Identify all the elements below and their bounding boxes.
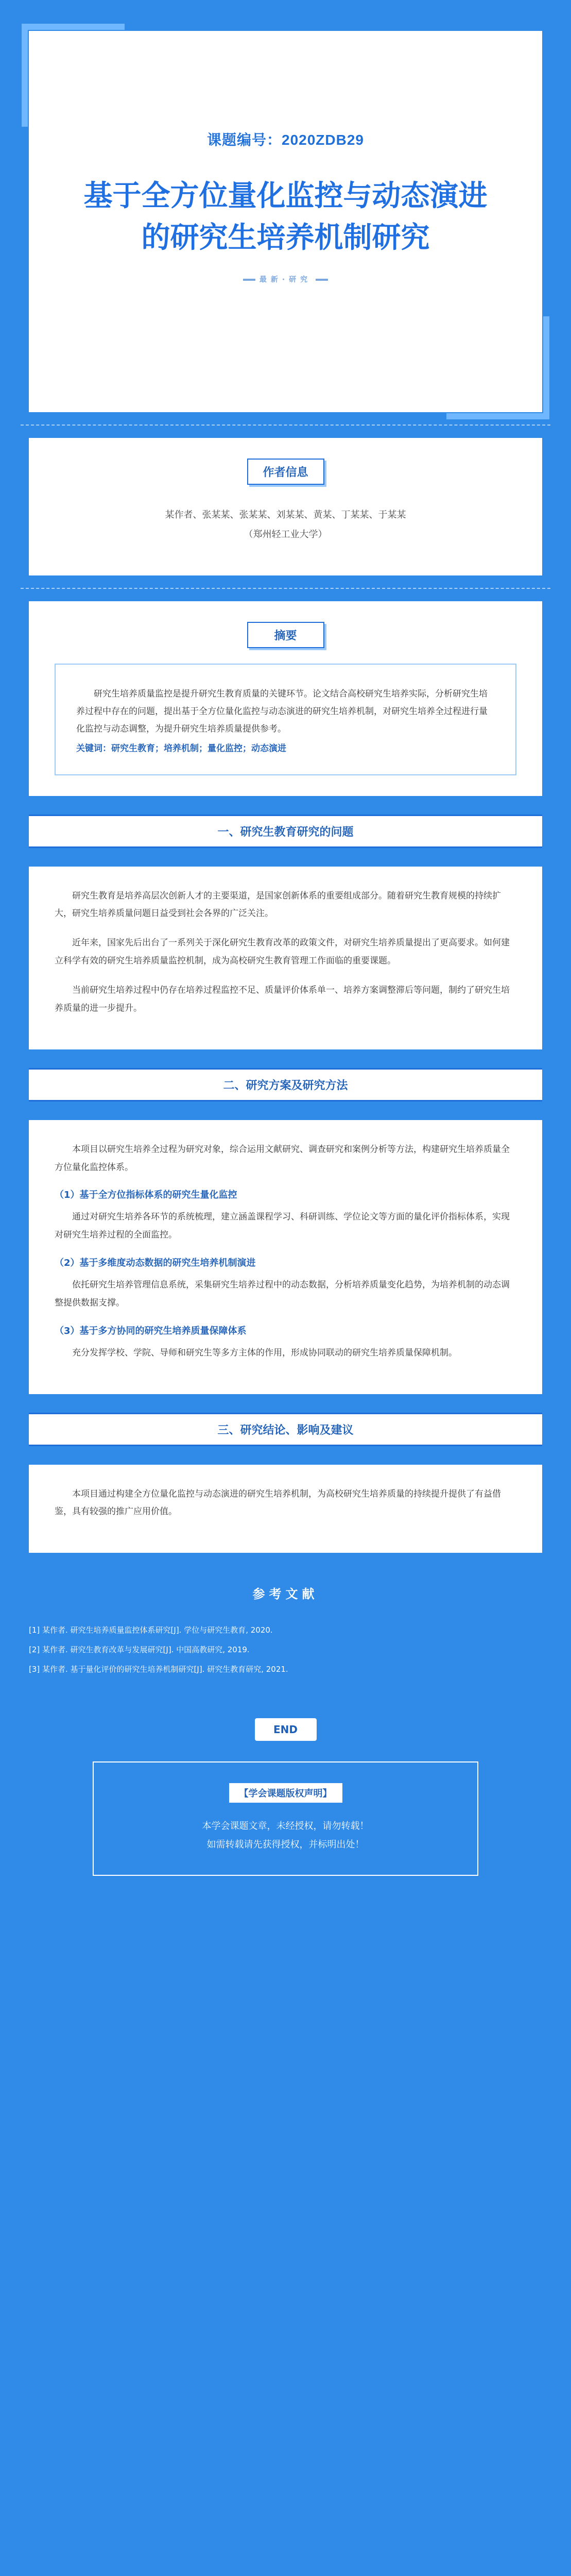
divider bbox=[21, 412, 550, 438]
project-number: 课题编号：2020ZDB29 bbox=[207, 132, 364, 148]
abstract-text: 研究生培养质量监控是提升研究生教育质量的关键环节。论文结合高校研究生培养实际，分析研究生培养过程中存在的问题，提出基于全方位量化监控与动态演进的研究生培养机制，对研究生培养全过程进行量化监控与动态调整，为提升研究生培养质量提供参考。 bbox=[76, 688, 488, 734]
section-1-body bbox=[29, 867, 542, 1049]
subheading: （3）基于多方协同的研究生培养质量保障体系 bbox=[55, 1325, 247, 1336]
section-2-body bbox=[29, 1120, 542, 1394]
statement-line: 如需转载请先获得授权，并标明出处！ bbox=[206, 1839, 365, 1851]
author-names: 某作者、张某某、张某某、刘某某、黄某、丁某某、于某某 bbox=[165, 510, 406, 520]
subheading: （1）基于全方位指标体系的研究生量化监控 bbox=[55, 1190, 237, 1201]
paragraph: 研究生教育是培养高层次创新人才的主要渠道，是国家创新体系的重要组成部分。随着研究生教育规模的持续扩大，研究生培养质量问题日益受到社会各界的广泛关注。 bbox=[55, 890, 501, 919]
paragraph: 本项目以研究生培养全过程为研究对象，综合运用文献研究、调查研究和案例分析等方法，构建研究生培养质量全方位量化监控体系。 bbox=[55, 1144, 510, 1173]
paragraph: 通过对研究生培养各环节的系统梳理，建立涵盖课程学习、科研训练、学位论文等方面的量化评价指标体系，实现对研究生培养过程的全面监控。 bbox=[55, 1212, 510, 1241]
page-title: 基于全方位量化监控与动态演进的研究生培养机制研究 bbox=[83, 179, 488, 255]
cover-card bbox=[29, 31, 542, 412]
end-badge: END bbox=[255, 1718, 317, 1741]
statement-line: 本学会课题文章，未经授权，请勿转载！ bbox=[202, 1821, 369, 1832]
divider bbox=[21, 575, 550, 601]
abstract-card bbox=[29, 601, 542, 796]
paragraph: 充分发挥学校、学院、导师和研究生等多方主体的作用，形成协同联动的研究生培养质量保障机制。 bbox=[72, 1347, 457, 1358]
statement-heading: 【学会课题版权声明】 bbox=[229, 1783, 342, 1803]
references-list bbox=[29, 1622, 542, 1677]
dash-decoration bbox=[316, 279, 328, 281]
reference-item: [1] 某作者. 研究生培养质量监控体系研究[J]. 学位与研究生教育, 2020. bbox=[29, 1625, 273, 1635]
author-affiliation: （郑州轻工业大学） bbox=[244, 529, 327, 540]
page bbox=[0, 31, 571, 1896]
reference-item: [2] 某作者. 研究生教育改革与发展研究[J]. 中国高教研究, 2019. bbox=[29, 1645, 250, 1655]
reference-item: [3] 某作者. 基于量化评价的研究生培养机制研究[J]. 研究生教育研究, 2021. bbox=[29, 1665, 288, 1674]
subtitle-text: 最新·研究 bbox=[259, 276, 312, 284]
author-card bbox=[29, 438, 542, 575]
author-tag: 作者信息 bbox=[247, 459, 324, 485]
corner-decoration bbox=[22, 24, 125, 127]
abstract-tag: 摘要 bbox=[247, 622, 324, 648]
section-3-body bbox=[29, 1465, 542, 1553]
author-list bbox=[55, 500, 516, 555]
copyright-statement bbox=[93, 1761, 478, 1876]
paragraph: 本项目通过构建全方位量化监控与动态演进的研究生培养机制，为高校研究生培养质量的持续提升提供了有益借鉴，具有较强的推广应用价值。 bbox=[55, 1488, 501, 1517]
section-heading-2: 二、研究方案及研究方法 bbox=[29, 1068, 542, 1101]
paragraph: 近年来，国家先后出台了一系列关于深化研究生教育改革的政策文件，对研究生培养质量提出了更高要求。如何建立科学有效的研究生培养质量监控机制，成为高校研究生教育管理工作面临的重要课题。 bbox=[55, 938, 510, 967]
corner-decoration bbox=[446, 316, 549, 419]
section-heading-3: 三、研究结论、影响及建议 bbox=[29, 1413, 542, 1446]
dash-decoration bbox=[243, 279, 255, 281]
paragraph: 当前研究生培养过程中仍存在培养过程监控不足、质量评价体系单一、培养方案调整滞后等问题，制约了研究生培养质量的进一步提升。 bbox=[55, 985, 510, 1013]
subheading: （2）基于多维度动态数据的研究生培养机制演进 bbox=[55, 1258, 256, 1269]
section-heading-1: 一、研究生教育研究的问题 bbox=[29, 815, 542, 848]
abstract-box bbox=[55, 664, 516, 775]
title-subtitle bbox=[29, 274, 542, 284]
keywords: 关键词：研究生教育；培养机制；量化监控；动态演进 bbox=[76, 743, 286, 754]
references-title: 参考文献 bbox=[252, 1587, 319, 1602]
paragraph: 依托研究生培养管理信息系统，采集研究生培养过程中的动态数据，分析培养质量变化趋势，为培养机制的动态调整提供数据支撑。 bbox=[55, 1280, 510, 1308]
